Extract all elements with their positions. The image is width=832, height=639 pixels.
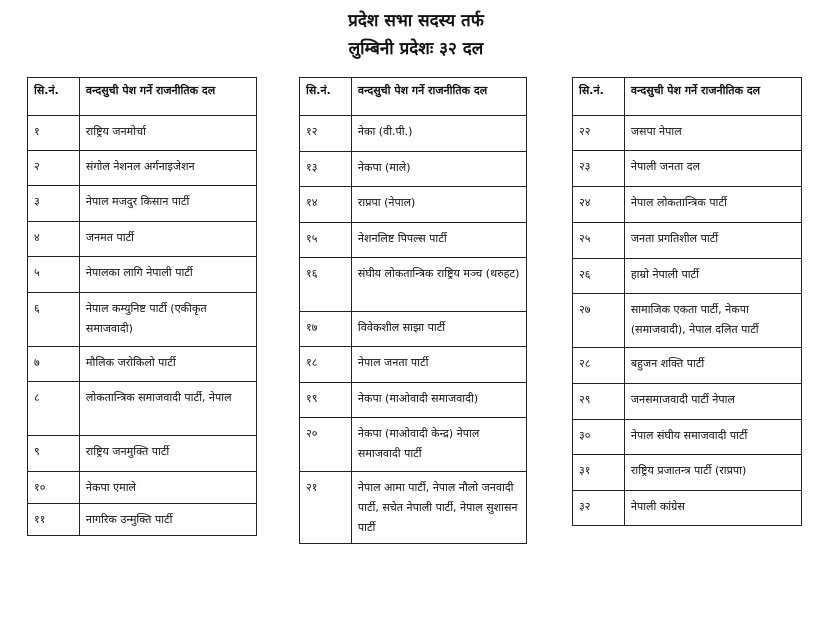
table-row: [28, 222, 257, 257]
party-name-cell: नेपाल कम्युनिष्ट पार्टी (एकीकृत समाजवादी): [79, 293, 256, 347]
serial-number-cell: २७: [573, 294, 625, 348]
table-row: [28, 257, 257, 293]
serial-number-cell: ३१: [573, 455, 625, 491]
party-name-cell: जसपा नेपाल: [624, 116, 801, 151]
party-name-cell: बहुजन शक्ति पार्टी: [624, 348, 801, 384]
party-name-cell: नेपाल संघीय समाजवादी पार्टी: [624, 420, 801, 455]
table-row: [28, 436, 257, 472]
serial-number-cell: १४: [300, 187, 352, 223]
table-row: [300, 312, 527, 347]
table-body: [573, 116, 802, 526]
serial-number-cell: २९: [573, 384, 625, 420]
table-row: [573, 348, 802, 384]
party-name-cell: नेपाल मजदुर किसान पार्टी: [79, 186, 256, 222]
column-header-serial: सि.नं.: [300, 78, 352, 116]
serial-number-cell: २: [28, 151, 80, 186]
party-name-cell: नेशनलिष्ट पिपल्स पार्टी: [351, 223, 526, 258]
table-row: [573, 259, 802, 294]
serial-number-cell: ५: [28, 257, 80, 293]
serial-number-cell: २३: [573, 151, 625, 187]
table-row: [300, 258, 527, 312]
serial-number-cell: ९: [28, 436, 80, 472]
table-row: [300, 116, 527, 152]
serial-number-cell: २२: [573, 116, 625, 151]
serial-number-cell: ११: [28, 504, 80, 536]
table-row: [300, 383, 527, 418]
serial-number-cell: १०: [28, 472, 80, 504]
table-row: [300, 187, 527, 223]
table-row: [28, 504, 257, 536]
serial-number-cell: ४: [28, 222, 80, 257]
party-name-cell: लोकतान्त्रिक समाजवादी पार्टी, नेपाल: [79, 382, 256, 436]
serial-number-cell: ३: [28, 186, 80, 222]
party-name-cell: राष्ट्रिय जनमुक्ति पार्टी: [79, 436, 256, 472]
party-name-cell: हाम्रो नेपाली पार्टी: [624, 259, 801, 294]
serial-number-cell: १६: [300, 258, 352, 312]
serial-number-cell: २१: [300, 472, 352, 544]
serial-number-cell: १७: [300, 312, 352, 347]
party-table-3: [572, 77, 802, 526]
table-row: [573, 294, 802, 348]
party-name-cell: सामाजिक एकता पार्टी, नेकपा (समाजवादी), नेपाल दलित पार्टी: [624, 294, 801, 348]
table-row: [300, 223, 527, 258]
party-table-2: [299, 77, 527, 544]
page-subtitle: लुम्बिनी प्रदेशः ३२ दल: [348, 39, 484, 59]
serial-number-cell: ३२: [573, 491, 625, 526]
table-row: [28, 472, 257, 504]
table-row: [300, 347, 527, 383]
serial-number-cell: ३०: [573, 420, 625, 455]
serial-number-cell: १: [28, 116, 80, 151]
party-name-cell: संघीय लोकतान्त्रिक राष्ट्रिय मञ्च (थरुहट): [351, 258, 526, 312]
table-row: [28, 293, 257, 347]
table-row: [573, 455, 802, 491]
party-name-cell: मौलिक जरोकिलो पार्टी: [79, 347, 256, 382]
table-row: [573, 223, 802, 259]
party-name-cell: नेपाल आमा पार्टी, नेपाल नौलो जनवादी पार्टी, सचेत नेपाली पार्टी, नेपाल सुशासन पार्टी: [351, 472, 526, 544]
table-row: [300, 152, 527, 187]
column-header-serial: सि.नं.: [573, 78, 625, 116]
party-name-cell: नेकपा (माले): [351, 152, 526, 187]
party-name-cell: संगोल नेशनल अर्गनाइजेशन: [79, 151, 256, 186]
serial-number-cell: २५: [573, 223, 625, 259]
table-row: [573, 491, 802, 526]
table-row: [28, 382, 257, 436]
table-body: [28, 116, 257, 536]
serial-number-cell: २६: [573, 259, 625, 294]
table-row: [573, 151, 802, 187]
column-header-party: वन्दसुची पेश गर्ने राजनीतिक दल: [79, 78, 256, 116]
table-header-row: [28, 78, 257, 116]
party-name-cell: जनता प्रगतिशील पार्टी: [624, 223, 801, 259]
party-name-cell: जनसमाजवादी पार्टी नेपाल: [624, 384, 801, 420]
serial-number-cell: २४: [573, 187, 625, 223]
party-table-1: [27, 77, 257, 536]
column-header-party: वन्दसुची पेश गर्ने राजनीतिक दल: [624, 78, 801, 116]
table-row: [28, 347, 257, 382]
serial-number-cell: ८: [28, 382, 80, 436]
table-body: [300, 116, 527, 544]
party-name-cell: राप्रपा (नेपाल): [351, 187, 526, 223]
party-name-cell: नागरिक उन्मुक्ति पार्टी: [79, 504, 256, 536]
page-title: प्रदेश सभा सदस्य तर्फ: [348, 11, 484, 31]
table-row: [28, 186, 257, 222]
serial-number-cell: २८: [573, 348, 625, 384]
table-row: [28, 151, 257, 186]
party-name-cell: विवेकशील साझा पार्टी: [351, 312, 526, 347]
party-name-cell: नेकपा (माओवादी केन्द्र) नेपाल समाजवादी पार्टी: [351, 418, 526, 472]
party-name-cell: नेकपा एमाले: [79, 472, 256, 504]
party-name-cell: नेपाली कांग्रेस: [624, 491, 801, 526]
serial-number-cell: १५: [300, 223, 352, 258]
table-row: [573, 384, 802, 420]
serial-number-cell: २०: [300, 418, 352, 472]
serial-number-cell: १३: [300, 152, 352, 187]
column-header-party: वन्दसुची पेश गर्ने राजनीतिक दल: [351, 78, 526, 116]
party-name-cell: नेका (वी.पी.): [351, 116, 526, 152]
column-header-serial: सि.नं.: [28, 78, 80, 116]
serial-number-cell: १९: [300, 383, 352, 418]
table-row: [573, 116, 802, 151]
table-row: [28, 116, 257, 151]
table-row: [573, 420, 802, 455]
party-name-cell: नेपाली जनता दल: [624, 151, 801, 187]
table-header-row: [300, 78, 527, 116]
table-row: [300, 472, 527, 544]
party-name-cell: नेपाल जनता पार्टी: [351, 347, 526, 383]
party-name-cell: राष्ट्रिय जनमोर्चा: [79, 116, 256, 151]
serial-number-cell: १२: [300, 116, 352, 152]
serial-number-cell: १८: [300, 347, 352, 383]
party-name-cell: नेपाल लोकतान्त्रिक पार्टी: [624, 187, 801, 223]
party-name-cell: राष्ट्रिय प्रजातन्त्र पार्टी (राप्रपा): [624, 455, 801, 491]
table-row: [300, 418, 527, 472]
table-row: [573, 187, 802, 223]
serial-number-cell: ६: [28, 293, 80, 347]
party-name-cell: जनमत पार्टी: [79, 222, 256, 257]
serial-number-cell: ७: [28, 347, 80, 382]
party-name-cell: नेपालका लागि नेपाली पार्टी: [79, 257, 256, 293]
party-name-cell: नेकपा (माओवादी समाजवादी): [351, 383, 526, 418]
table-header-row: [573, 78, 802, 116]
